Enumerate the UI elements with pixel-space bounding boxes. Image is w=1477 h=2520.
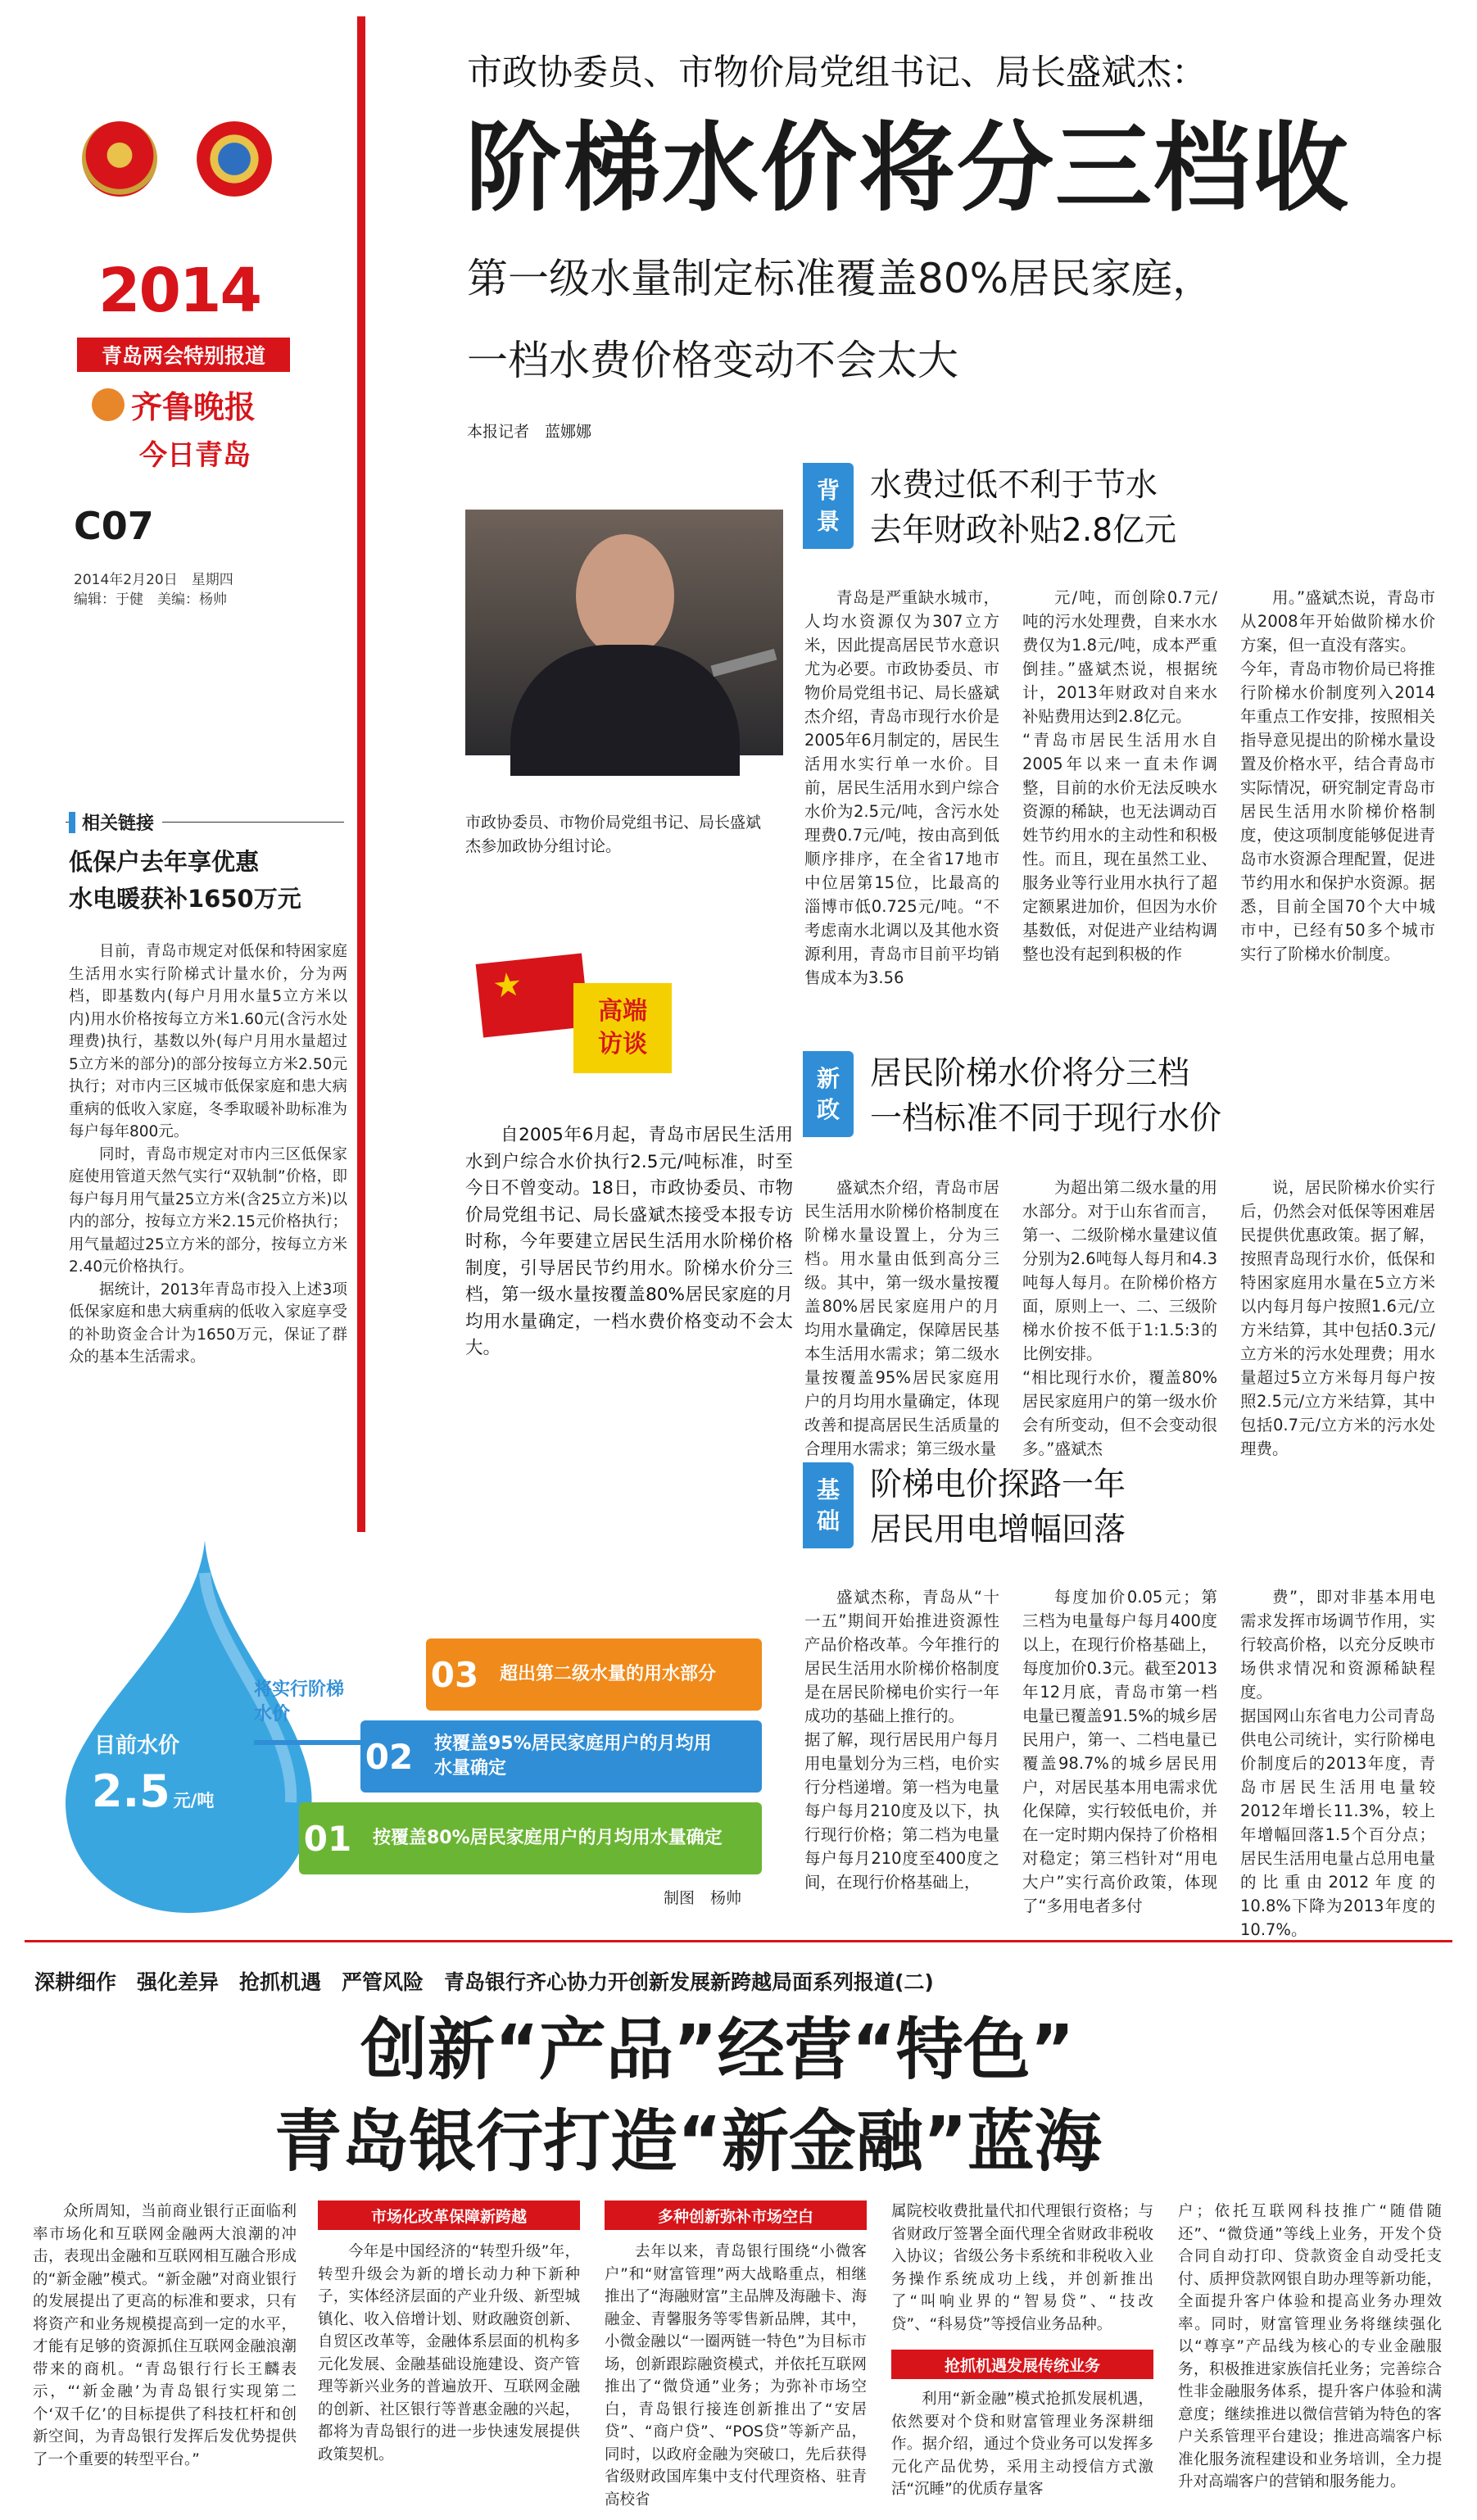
interview-photo xyxy=(465,510,783,755)
issue-date: 2014年2月20日 星期四 xyxy=(74,572,233,588)
microphone xyxy=(711,649,777,677)
headline-kicker: 市政协委员、市物价局党组书记、局长盛斌杰： xyxy=(467,52,1207,93)
national-emblem xyxy=(82,121,157,197)
section2-head-2: 一档标准不同于现行水价 xyxy=(870,1100,1222,1137)
bank-subhead-traditional: 抢抓机遇发展传统业务 xyxy=(891,2350,1153,2379)
section2-head-1: 居民阶梯水价将分三档 xyxy=(870,1055,1190,1092)
section1-col-2: 元/吨，而创除0.7元/吨的污水处理费，自来水水费仅为1.8元/吨，成本严重倒挂。”盛斌杰说，根据统计，2013年财政对自来水补贴费用达到2.8亿元。 “青岛市居民生活用水自2005年以来一直未作调整，目前的水价无法反映水资源的稀缺，也无法调动百姓节约用水的主动性和积极性。而且，现在虽然工业、服务业等行业用水执行了超定额累进加价，但因为水价基数低，对促进产业结构调整也没有起到积极的作 xyxy=(1022,588,1217,963)
year: 2014 xyxy=(98,256,261,326)
bank-divider-top xyxy=(25,1940,1452,1942)
section2-col-2: 为超出第二级水量的用水部分。对于山东省而言，第一、二级阶梯水量建议值分别为2.6吨每人每月和4.3吨每人每月。在阶梯价格方面，原则上一、二、三级阶梯水价按不低于1:1.5:3的比例安排。 “相比现行水价，覆盖80%居民家庭用户的第一级水价会有所变动，但不会变动很多。”盛斌杰 xyxy=(1022,1178,1217,1458)
section-tag-background: 背 景 xyxy=(803,463,854,549)
paper-name: 齐鲁晚报 xyxy=(131,388,256,425)
section3-col-2: 每度加价0.05元；第三档为电量每户每月400度以上，在现行价格基础上，每度加价0.3元。截至2013年12月底，青岛市第一档电量已覆盖91.5%的城乡居民用户，第一、二档电量已覆盖98.7%的城乡居民用户，对居民基本用电需求优化保障，实行较低电价，并在一定时期内保持了价格相对稳定；第三档针对“用电大户”实行高价政策，体现了“多用电者多付 xyxy=(1022,1588,1217,1915)
flag-star-icon: ★ xyxy=(491,965,524,1006)
bank-title-2: 青岛银行打造“新金融”蓝海 xyxy=(274,2103,1102,2181)
section3-col-3: 费”，即对非基本用电需求发挥市场调节作用，实行较高价格，以充分反映市场供求情况和资源稀缺程度。 据国网山东省电力公司青岛供电公司统计，实行阶梯电价制度后的2013年度，青岛市居民生活用电量较2012年增长11.3%，较上年增幅回落1.5个百分点；居民生活用电量占总用电量的比重由2012年度的10.8%下降为2013年度的10.7%。 xyxy=(1240,1588,1435,1939)
arrow-label: 将实行阶梯水价 xyxy=(254,1679,345,1725)
sidebar-body: 目前，青岛市规定对低保和特困家庭生活用水实行阶梯式计量水价，分为两档，即基数内(每户月用水量5立方米以内)用水价格按每立方米1.60元(含污水处理费)执行，基数以外(每户月用水量超过5立方米的部分)的部分按每立方米2.50元执行；对市内三区城市低保家庭和患大病重病的低收入家庭，冬季取暖补助标准为每户每年800元。 同时，青岛市规定对市内三区低保家庭使用管道天然气实行“双轨制”价格，即每户每月用气量25立方米(含25立方米)以内的部分，按每立方米2.15元价格执行；用气量超过25立方米的部分，按每立方米2.40元价格执行。 据统计，2013年青岛市投入上述3项低保家庭和患大病重病的低收入家庭享受的补助资金合计为1650万元，保证了群众的基本生活需求。 xyxy=(69,943,347,1366)
photo-caption: 市政协委员、市物价局党组书记、局长盛斌杰参加政协分组讨论。 xyxy=(465,814,762,855)
headline-subtitle-1: 第一级水量制定标准覆盖80%居民家庭， xyxy=(467,255,1214,302)
section1-col-3: 用。”盛斌杰说，青岛市从2008年开始做阶梯水价方案，但一直没有落实。 今年，青岛市物价局已将推行阶梯水价制度列入2014年重点工作安排，按照相关指导意见提出的阶梯水量设置及价格水平，结合青岛市实际情况，研究制定青岛市居民生活用水阶梯价格制度，使这项制度能够促进青岛市水资源合理配置，促进节约用水和保护水资源。据悉，目前全国70个大中城市中，已经有50多个城市实行了阶梯水价制度。 xyxy=(1240,588,1435,963)
cppcc-emblem xyxy=(197,121,272,197)
section1-col-1: 青岛是严重缺水城市，人均水资源仅为307立方米，因此提高居民节水意识尤为必要。市政协委员、市物价局党组书记、局长盛斌杰介绍，青岛市现行水价是2005年6月制定的，居民生活用水实行单一水价。目前，居民生活用水到户综合水价为2.5元/吨，含污水处理费0.7元/吨，按由高到低顺序排序，在全省17地市中位居第15位，比最高的淄博市低0.725元/吨。“不考虑南水北调以及其他水资源利用，青岛市目前平均销售成本为3.56 xyxy=(804,588,999,987)
bank-subhead-market: 市场化改革保障新跨越 xyxy=(318,2200,580,2230)
byline: 本报记者 蓝娜娜 xyxy=(467,423,592,441)
sidebar-title-1: 低保户去年享优惠 xyxy=(69,848,260,876)
edition-name: 今日青岛 xyxy=(139,439,251,472)
page-number: C07 xyxy=(74,504,154,548)
china-flag xyxy=(476,953,590,1037)
sidebar-label: 相关链接 xyxy=(69,809,162,835)
special-report-banner: 青岛两会特别报道 xyxy=(77,338,290,372)
headline-subtitle-2: 一档水费价格变动不会太大 xyxy=(467,337,958,384)
chart-credit: 制图 杨帅 xyxy=(664,1889,742,1907)
sidebar-label-mark xyxy=(69,812,75,833)
section-tag-policy: 新 政 xyxy=(803,1051,854,1137)
section3-head-1: 阶梯电价探路一年 xyxy=(870,1466,1126,1503)
bank-col-3: 去年以来，青岛银行围绕“小微客户”和“财富管理”两大战略重点，相继推出了“海融财富”主品牌及海融卡、海融金、青馨服务等零售新品牌，其中，小微金融以“一圈两链一特色”为目标市场，创新跟踪融资模式，并依托互联网推出了“微贷通”业务；为弥补市场空白，青岛银行接连创新推出了“安居贷”、“商户贷”、“POS贷”等新产品，同时，以政府金融为突破口，先后获得省级财政国库集中支付代理资格、驻青高校省 xyxy=(605,2243,867,2509)
masthead-divider xyxy=(357,16,365,1532)
headline-title: 阶梯水价将分三档收 xyxy=(465,111,1351,224)
bank-kicker: 深耕细作 强化差异 抢抓机遇 严管风险 青岛银行齐心协力开创新发展新跨越局面系列报道(二) xyxy=(34,1970,934,1994)
interview-badge: 高端 访谈 xyxy=(573,983,672,1073)
bank-col-1: 众所周知，当前商业银行正面临利率市场化和互联网金融两大浪潮的冲击，表现出金融和互联网相互融合形成的“新金融”模式。“新金融”对商业银行的发展提出了更高的标准和要求，只有将资产和业务规模提高到一定的水平，才能有足够的资源抓住互联网金融浪潮带来的商机。“青岛银行行长王麟表示，“‘新金融’为青岛银行实现第二个‘双千亿’的目标提供了科技杠杆和创新空间，为青岛银行发挥后发优势提供了一个重要的转型平台。” xyxy=(33,2203,297,2468)
section2-col-1: 盛斌杰介绍，青岛市居民生活用水阶梯价格制度在阶梯水量设置上，分为三档。用水量由低到高分三级。其中，第一级水量按覆盖80%居民家庭用户的月均用水量确定，保障居民基本生活用水需求；第二级水量按覆盖95%居民家庭用户的月均用水量确定，体现改善和提高居民生活质量的合理用水需求；第三级水量 xyxy=(804,1178,999,1458)
bank-col-4b: 利用“新金融”模式抢抓发展机遇，依然要对个贷和财富管理业务深耕细作。据介绍，通过个贷业务可以发挥多元化产品优势，采用主动授信方式激活“沉睡”的优质存量客 xyxy=(891,2391,1153,2498)
section2-col-3: 说，居民阶梯水价实行后，仍然会对低保等困难居民提供优惠政策。据了解，按照青岛现行水价，低保和特困家庭用水量在5立方米以内每月每户按照1.6元/立方米结算，其中包括0.3元/立方米的污水处理费；用水量超过5立方米每月每户按照2.5元/立方米结算，其中包括0.7元/立方米的污水处理费。 xyxy=(1240,1178,1435,1458)
paper-logo-icon xyxy=(92,388,125,421)
current-price: 2.5 元/吨 xyxy=(92,1765,215,1817)
bank-title-1: 创新“产品”经营“特色” xyxy=(360,2011,1075,2089)
section1-head-2: 去年财政补贴2.8亿元 xyxy=(870,512,1177,549)
bank-col-4: 属院校收费批量代扣代理银行资格；与省财政厅签署全面代理全省财政非税收入协议；省级公务卡系统和非税收入业务操作系统成功上线，并创新推出了“叫响业界的“智易贷”、“技改贷”、“科易贷”等授信业务品种。 xyxy=(891,2203,1153,2333)
current-price-label: 目前水价 xyxy=(94,1734,180,1758)
tier-1-band: 01 按覆盖80%居民家庭用户的月均用水量确定 xyxy=(299,1802,762,1874)
sidebar-title-2: 水电暖获补1650万元 xyxy=(69,885,301,913)
bank-col-5: 户；依托互联网科技推广“随借随还”、“微贷通”等线上业务，开发个贷合同自动打印、贷款资金自动受托支付、质押贷款网银自助办理等新功能，全面提升客户体验和提高业务办理效率。同时，财富管理业务将继续强化以“尊享”产品线为核心的专业金融服务，积极推进家族信托业务；完善综合性非金融服务体系，提升客户体验和满意度；继续推进以微信营销为特色的客户关系管理平台建设；推进高端客户标准化服务流程建设和业务培训，全力提升对高端客户的营销和服务能力。 xyxy=(1178,2203,1442,2491)
interview-intro: 自2005年6月起，青岛市居民生活用水到户综合水价执行2.5元/吨标准，时至今日不曾变动。18日，市政协委员、市物价局党组书记、局长盛斌杰接受本报专访时称，今年要建立居民生活用水阶梯价格制度，引导居民节约用水。阶梯水价分三档，第一级水量按覆盖80%居民家庭的月均用水量确定，一档水费价格变动不会太大。 xyxy=(465,1125,793,1358)
tier-3-band: 03 超出第二级水量的用水部分 xyxy=(426,1638,762,1711)
editor-credit: 编辑：于健 美编：杨帅 xyxy=(74,591,227,608)
person-suit xyxy=(510,645,740,776)
paper-logo xyxy=(92,382,256,427)
tier-2-band: 02 按覆盖95%居民家庭用户的月均用水量确定 xyxy=(360,1720,762,1793)
section-tag-foundation: 基 础 xyxy=(803,1462,854,1548)
section3-head-2: 居民用电增幅回落 xyxy=(870,1512,1126,1548)
person-head xyxy=(576,534,674,657)
water-drop-graphic xyxy=(41,1540,336,1917)
section1-head-1: 水费过低不利于节水 xyxy=(870,467,1158,504)
arrow-icon xyxy=(254,1740,360,1745)
bank-col-2: 今年是中国经济的“转型升级”年，转型升级会为新的增长动力种下新种子，实体经济层面的产业升级、新型城镇化、收入倍增计划、财政融资创新、自贸区改革等，金融体系层面的机构多元化发展、金融基础设施建设、资产管理等新兴业务的普遍放开、互联网金融的创新、社区银行等普惠金融的兴起，都将为青岛银行的进一步快速发展提供政策契机。 xyxy=(318,2243,580,2463)
bank-subhead-innovation: 多种创新弥补市场空白 xyxy=(605,2200,867,2230)
section3-col-1: 盛斌杰称，青岛从“十一五”期间开始推进资源性产品价格改革。今年推行的居民生活用水阶梯价格制度是在居民阶梯电价实行一年成功的基础上推行的。 据了解，现行居民用户每月用电量划分为三档，电价实行分档递增。第一档为电量每户每月210度及以下，执行现行价格；第二档为电量每户每月210度至400度之间，在现行价格基础上， xyxy=(804,1588,999,1892)
